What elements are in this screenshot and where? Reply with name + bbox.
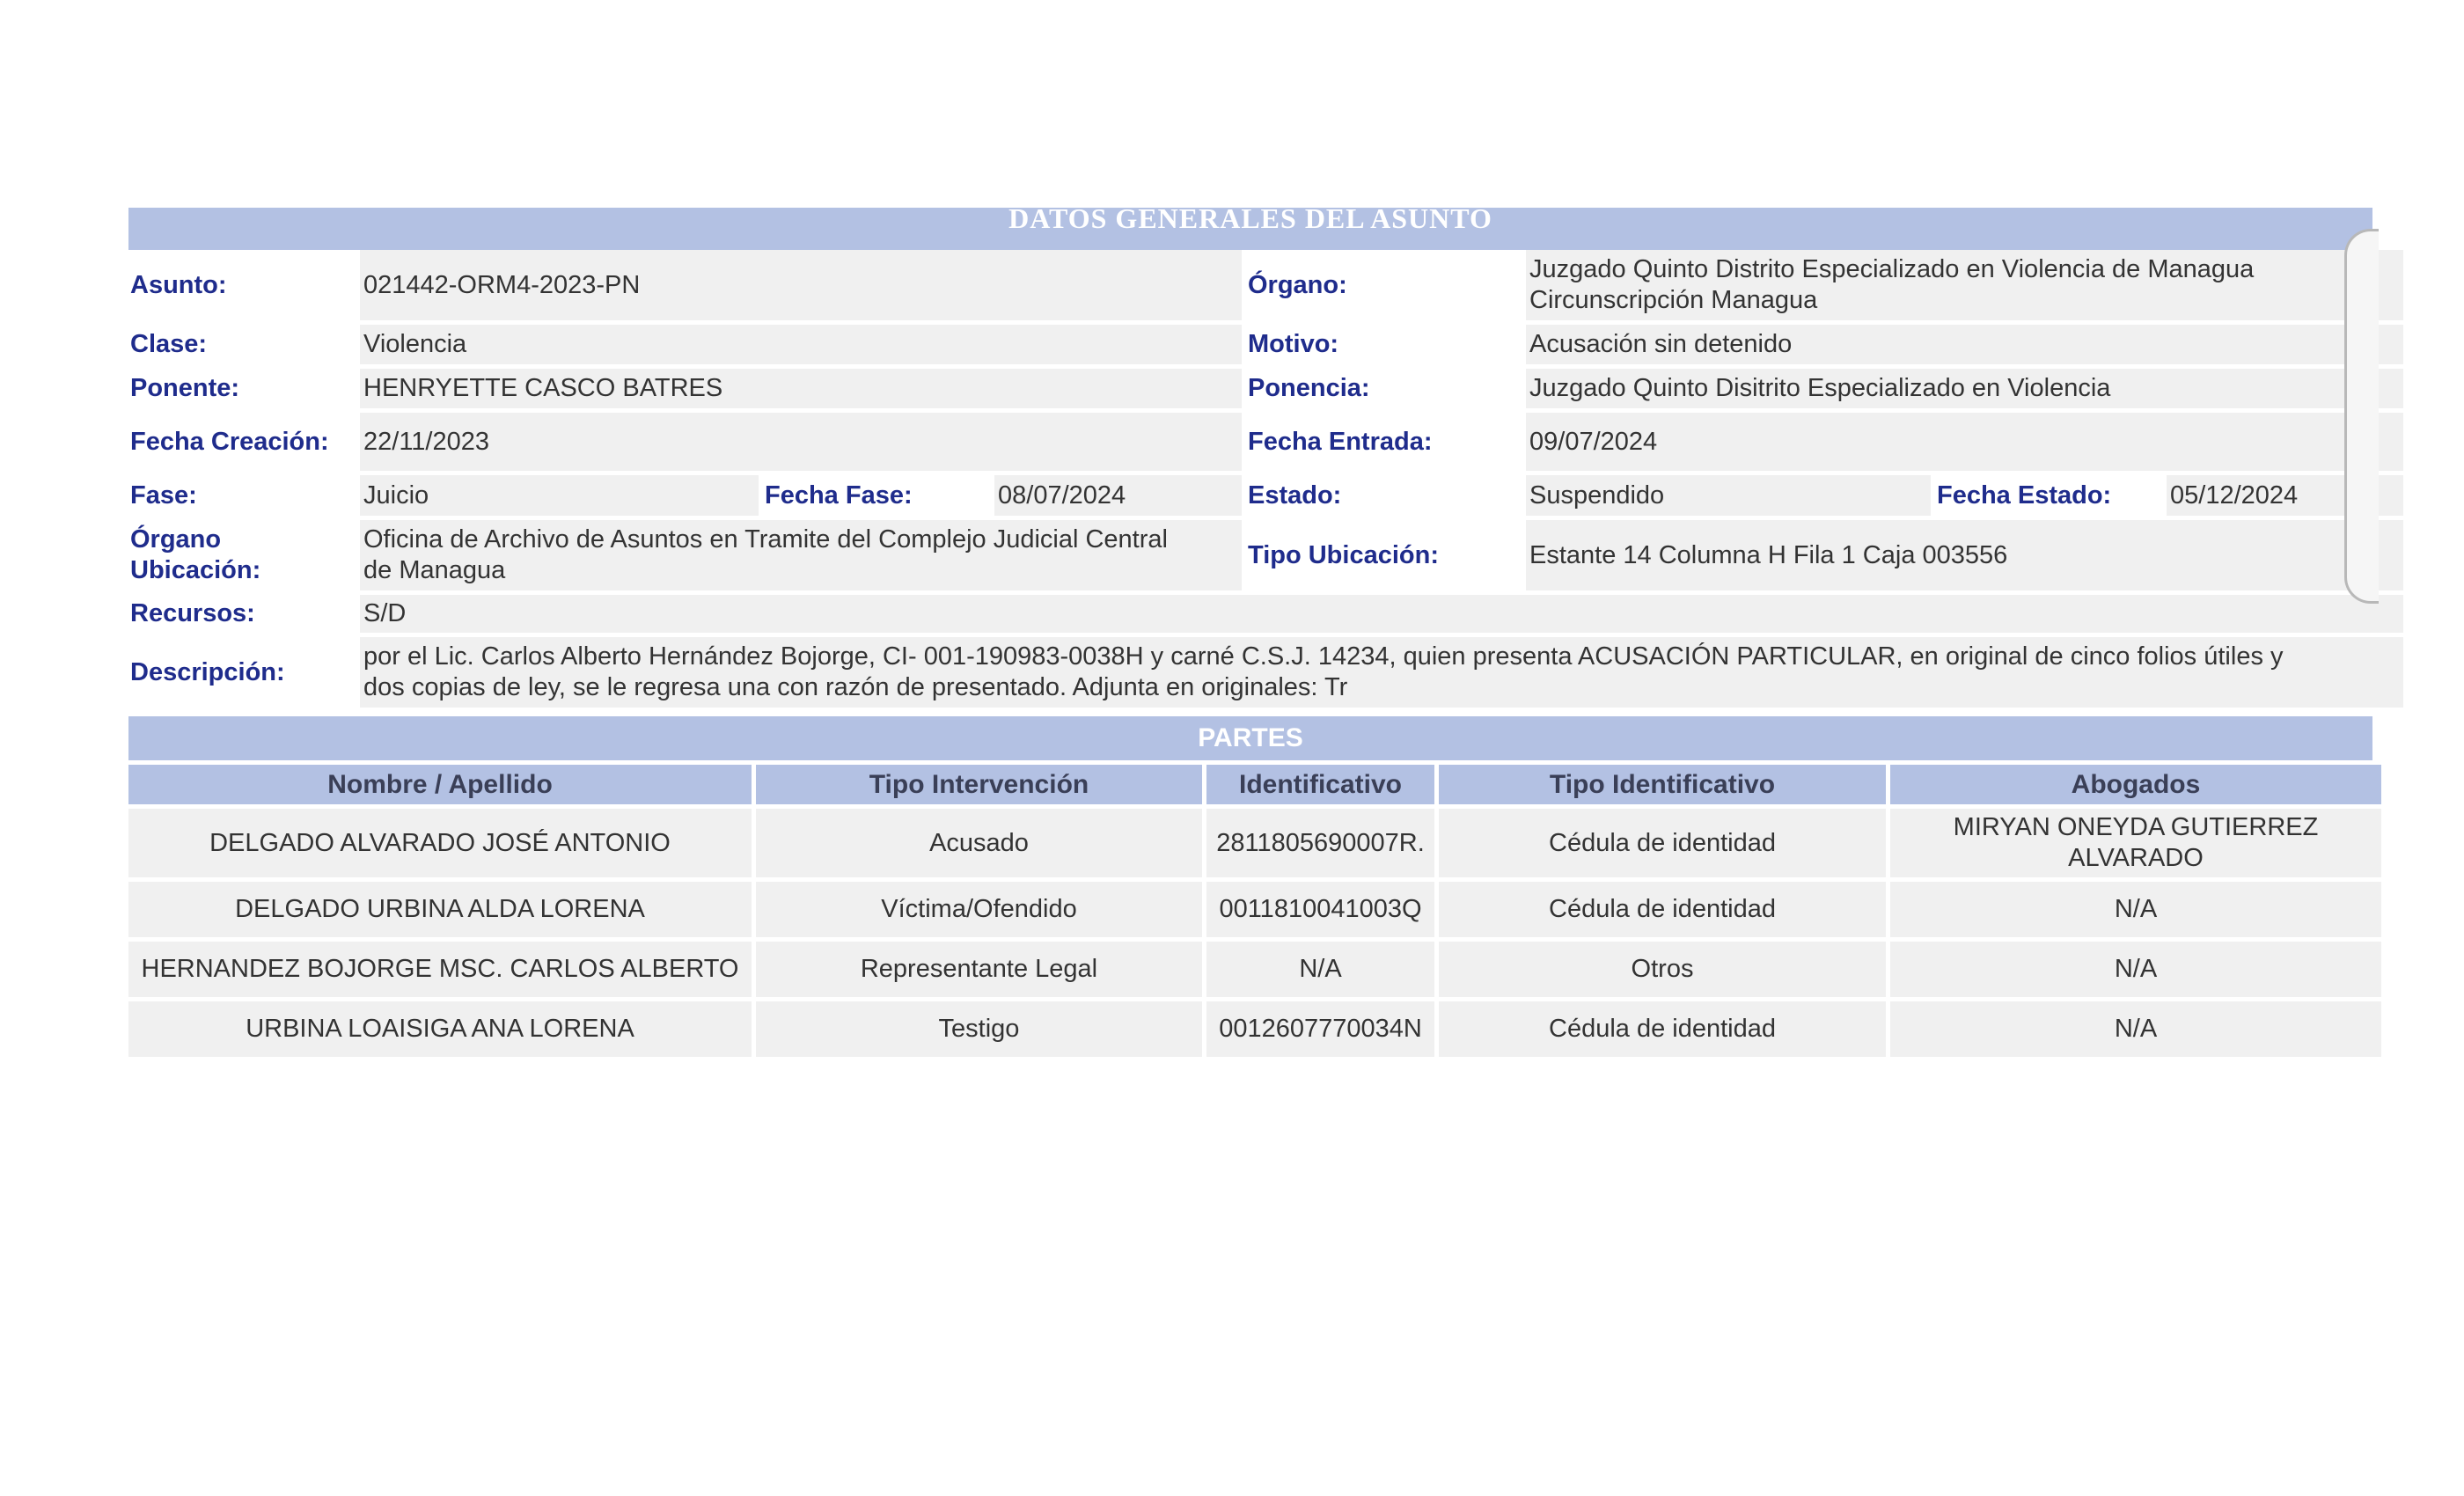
parties-header: PARTES [128, 716, 2372, 760]
column-header-nombre: Nombre / Apellido [128, 765, 752, 804]
ponencia-value: Juzgado Quinto Disitrito Especializado en Violencia [1526, 369, 2403, 408]
motivo-value: Acusación sin detenido [1526, 325, 2403, 364]
party-intervention-type: Víctima/Ofendido [756, 882, 1202, 937]
case-details-panel [128, 208, 2372, 1061]
recursos-label: Recursos: [128, 595, 356, 633]
party-identifier: 2811805690007R. [1206, 809, 1434, 877]
ponente-label: Ponente: [128, 369, 356, 408]
estado-value: Suspendido [1526, 475, 1931, 516]
party-identifier: N/A [1206, 942, 1434, 997]
party-identifier: 0012607770034N [1206, 1001, 1434, 1057]
fecha-entrada-label: Fecha Entrada: [1246, 413, 1522, 471]
party-intervention-type: Representante Legal [756, 942, 1202, 997]
organo-ubicacion-line-2: de Managua [363, 556, 506, 584]
table-row [128, 1001, 2381, 1057]
general-data-table [124, 246, 2408, 712]
organo-ubicacion-line-1: Oficina de Archivo de Asuntos en Tramite del Complejo Judicial Central [363, 525, 1168, 554]
organo-label: Órgano: [1246, 250, 1522, 320]
parties-table [124, 760, 2386, 1061]
party-name: URBINA LOAISIGA ANA LORENA [128, 1001, 752, 1057]
table-row [128, 942, 2381, 997]
column-header-identificativo: Identificativo [1206, 765, 1434, 804]
fecha-fase-value: 08/07/2024 [994, 475, 1242, 516]
organo-ubicacion-label-1: Órgano [130, 525, 222, 554]
party-identifier-type: Cédula de identidad [1439, 1001, 1886, 1057]
descripcion-value [360, 637, 2403, 708]
general-data-header: DATOS GENERALES DEL ASUNTO [128, 208, 2372, 250]
ponencia-label: Ponencia: [1246, 369, 1522, 408]
party-lawyer-line-2: ALVARADO [2068, 844, 2204, 872]
party-lawyer [1890, 809, 2381, 877]
party-lawyer: N/A [1890, 882, 2381, 937]
organo-ubicacion-label [128, 520, 356, 590]
asunto-value: 021442-ORM4-2023-PN [360, 250, 1242, 320]
fecha-estado-label: Fecha Estado: [1935, 475, 2162, 516]
scrollbar-thumb[interactable] [2344, 229, 2379, 604]
fecha-estado-value: 05/12/2024 [2167, 475, 2403, 516]
fase-label: Fase: [128, 475, 356, 516]
fecha-creacion-value: 22/11/2023 [360, 413, 1242, 471]
party-identifier-type: Cédula de identidad [1439, 882, 1886, 937]
organo-ubicacion-value [360, 520, 1242, 590]
party-lawyer: N/A [1890, 1001, 2381, 1057]
ponente-value: HENRYETTE CASCO BATRES [360, 369, 1242, 408]
organo-line-1: Juzgado Quinto Distrito Especializado en Violencia de Managua [1529, 255, 2255, 283]
party-identifier: 0011810041003Q [1206, 882, 1434, 937]
party-name: DELGADO ALVARADO JOSÉ ANTONIO [128, 809, 752, 877]
fase-value: Juicio [360, 475, 759, 516]
tipo-ubicacion-value: Estante 14 Columna H Fila 1 Caja 003556 [1526, 520, 2403, 590]
fecha-creacion-label: Fecha Creación: [128, 413, 356, 471]
fecha-fase-label: Fecha Fase: [763, 475, 990, 516]
organo-value [1526, 250, 2403, 320]
recursos-value: S/D [360, 595, 2403, 633]
organo-ubicacion-label-2: Ubicación: [130, 556, 261, 584]
organo-line-2: Circunscripción Managua [1529, 286, 1818, 314]
table-row [128, 809, 2381, 877]
party-identifier-type: Otros [1439, 942, 1886, 997]
estado-label: Estado: [1246, 475, 1522, 516]
fecha-entrada-value: 09/07/2024 [1526, 413, 2403, 471]
party-intervention-type: Testigo [756, 1001, 1202, 1057]
descripcion-label: Descripción: [128, 637, 356, 708]
column-header-tipo-identificativo: Tipo Identificativo [1439, 765, 1886, 804]
descripcion-line-2: dos copias de ley, se le regresa una con razón de presentado. Adjunta en originales: Tr [363, 673, 1348, 701]
descripcion-line-1: por el Lic. Carlos Alberto Hernández Bojorge, CI- 001-190983-0038H y carné C.S.J. 14234, quien presenta ACUSACIÓN PARTICULAR, en original de cinco folios útiles y [363, 642, 2284, 671]
tipo-ubicacion-label: Tipo Ubicación: [1246, 520, 1522, 590]
clase-label: Clase: [128, 325, 356, 364]
motivo-label: Motivo: [1246, 325, 1522, 364]
party-name: HERNANDEZ BOJORGE MSC. CARLOS ALBERTO [128, 942, 752, 997]
clase-value: Violencia [360, 325, 1242, 364]
party-name: DELGADO URBINA ALDA LORENA [128, 882, 752, 937]
column-header-tipo-intervencion: Tipo Intervención [756, 765, 1202, 804]
party-lawyer-line-1: MIRYAN ONEYDA GUTIERREZ [1953, 813, 2319, 841]
column-header-abogados: Abogados [1890, 765, 2381, 804]
party-intervention-type: Acusado [756, 809, 1202, 877]
party-identifier-type: Cédula de identidad [1439, 809, 1886, 877]
party-lawyer: N/A [1890, 942, 2381, 997]
table-row [128, 882, 2381, 937]
asunto-label: Asunto: [128, 250, 356, 320]
